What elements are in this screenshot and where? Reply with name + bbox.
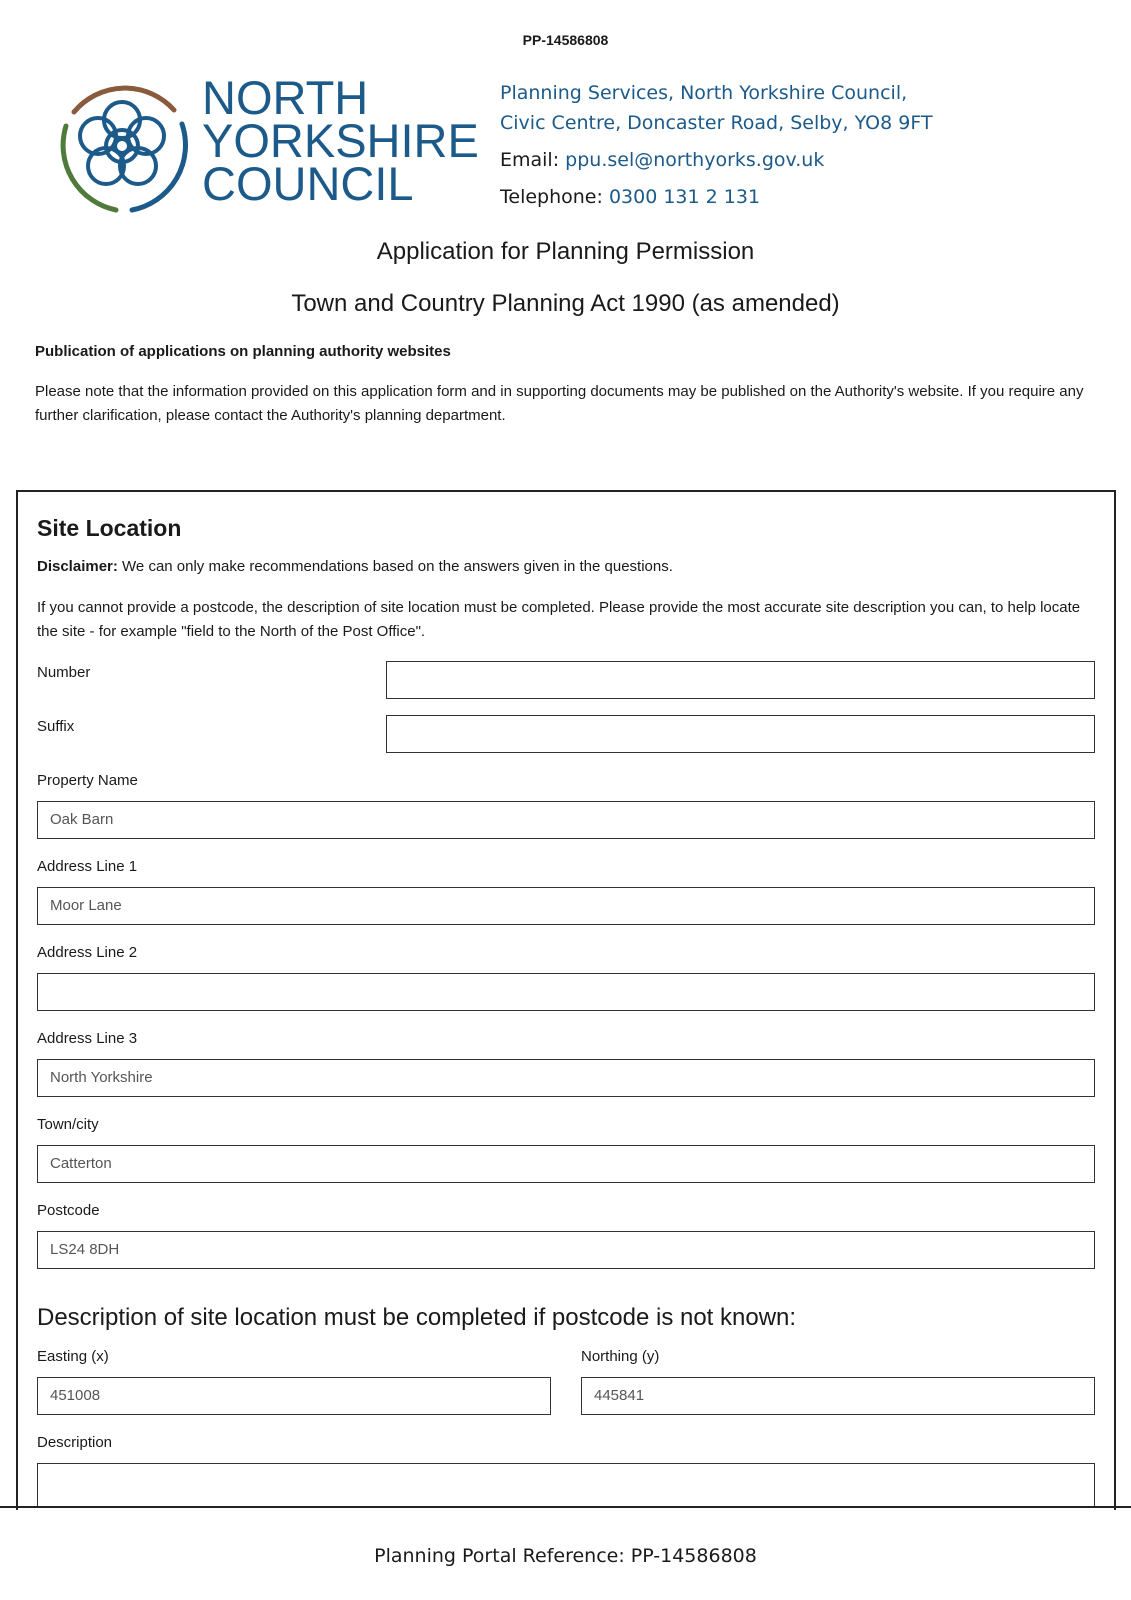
address-line-3-label: Address Line 3: [37, 1030, 138, 1047]
disclaimer-text: We can only make recommendations based on the answers given in the questions.: [117, 558, 673, 575]
postcode-input[interactable]: LS24 8DH: [37, 1231, 1095, 1269]
disclaimer: [37, 558, 673, 575]
email-label: Email:: [500, 149, 566, 171]
description-textarea[interactable]: [37, 1463, 1095, 1506]
telephone-number: 0300 131 2 131: [608, 186, 761, 208]
publication-text: Please note that the information provided on this application form and in supporting documents may be published on the Authority's website. If you require any further clarification, please contact the Authority's planning department.: [35, 383, 1084, 424]
address-line-1: Planning Services, North Yorkshire Council,: [500, 82, 908, 104]
contact-block: [500, 78, 933, 212]
reference-number-top: PP-14586808: [522, 32, 609, 48]
description-label: Description: [37, 1434, 113, 1451]
postcode-label: Postcode: [37, 1202, 100, 1219]
footer-reference: Planning Portal Reference: PP-14586808: [374, 1545, 757, 1567]
disclaimer-label: Disclaimer:: [37, 558, 118, 575]
act-title: Town and Country Planning Act 1990 (as amended): [291, 290, 840, 317]
suffix-input[interactable]: [386, 715, 1095, 753]
town-input[interactable]: Catterton: [37, 1145, 1095, 1183]
northing-label: Northing (y): [581, 1348, 660, 1365]
email-link[interactable]: ppu.sel@northyorks.gov.uk: [565, 149, 825, 171]
site-help-text: If you cannot provide a postcode, the description of site location must be completed. Please provide the most accurate site description you can, to help locate the site - for example "field to the North of the Post Office".: [37, 599, 1081, 640]
application-title: Application for Planning Permission: [376, 238, 755, 265]
suffix-label: Suffix: [37, 718, 75, 735]
address-line-1-label: Address Line 1: [37, 858, 138, 875]
description-heading: Description of site location must be completed if postcode is not known:: [37, 1304, 797, 1331]
council-logo: [54, 71, 479, 216]
number-input[interactable]: [386, 661, 1095, 699]
logo-line-yorkshire: YORKSHIRE: [202, 114, 479, 167]
site-location-title: Site Location: [37, 515, 182, 541]
council-logo-text: [202, 71, 479, 210]
town-label: Town/city: [37, 1116, 99, 1133]
telephone-row: [500, 182, 933, 212]
property-name-input[interactable]: Oak Barn: [37, 801, 1095, 839]
easting-label: Easting (x): [37, 1348, 109, 1365]
address-line-3-input[interactable]: North Yorkshire: [37, 1059, 1095, 1097]
address-line-2-input[interactable]: [37, 973, 1095, 1011]
logo-line-north: NORTH: [202, 71, 369, 124]
publication-heading: Publication of applications on planning authority websites: [35, 343, 451, 360]
address-line-2-label: Address Line 2: [37, 944, 138, 961]
logo-line-council: COUNCIL: [202, 157, 414, 210]
telephone-label: Telephone:: [500, 186, 609, 208]
address-line-2: Civic Centre, Doncaster Road, Selby, YO8 9FT: [500, 112, 933, 134]
northing-input[interactable]: 445841: [581, 1377, 1095, 1415]
footer-divider: [0, 1506, 1131, 1508]
property-name-label: Property Name: [37, 772, 138, 789]
tudor-rose-emblem-icon: [54, 74, 194, 216]
email-row: [500, 145, 933, 175]
number-label: Number: [37, 664, 91, 681]
address-line-1-input[interactable]: Moor Lane: [37, 887, 1095, 925]
easting-input[interactable]: 451008: [37, 1377, 551, 1415]
